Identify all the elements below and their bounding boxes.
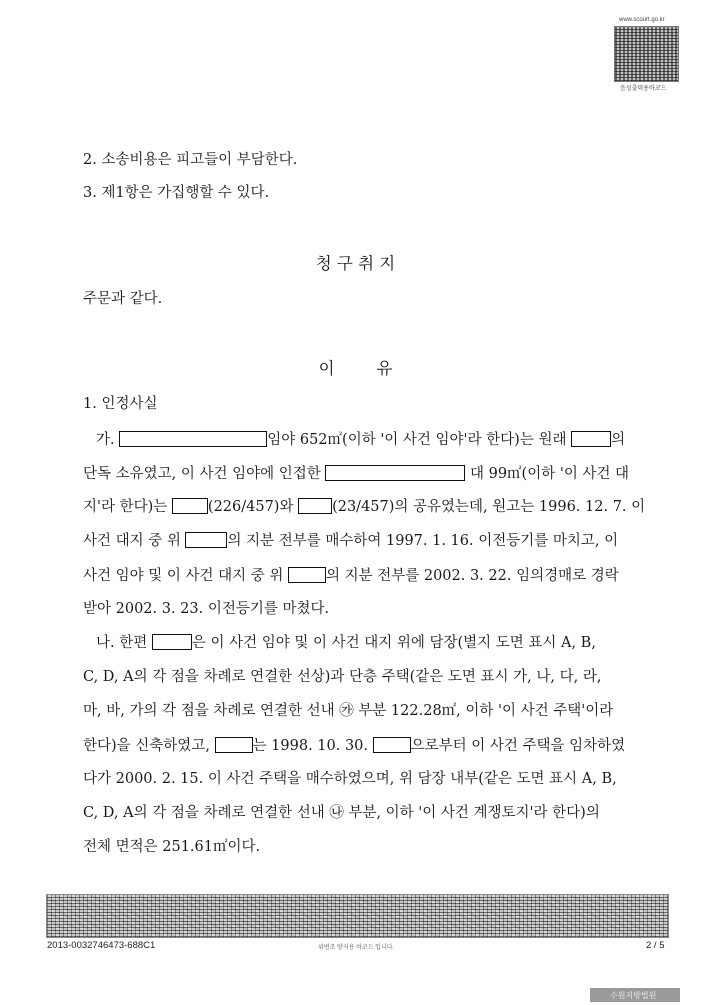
para-ga-line-6: 받아 2002. 3. 23. 이전등기를 마쳤다.: [83, 601, 330, 617]
para-na-line-7: 전체 면적은 251.61㎡이다.: [83, 839, 261, 855]
order-item-3: 3. 제1항은 가집행할 수 있다.: [83, 185, 270, 201]
order-item-2: 2. 소송비용은 피고들이 부담한다.: [83, 152, 298, 168]
redaction-box: [152, 634, 192, 650]
court-band: [590, 988, 680, 1002]
redaction-box: [172, 498, 208, 514]
reason-heading: 이 유: [318, 359, 393, 378]
para-ga-line-1: 가. 임야 652㎡(이하 '이 사건 임야'라 한다)는 원래 의: [96, 432, 626, 448]
redaction-box: [325, 465, 465, 481]
qr-barcode: [614, 26, 679, 82]
para-ga-line-5: 사건 임야 및 이 사건 대지 중 위 의 지분 전부를 2002. 3. 22. 임의경매로 경락: [83, 568, 619, 584]
document-id: 2013-0032746473-688C1: [47, 940, 156, 951]
redaction-box: [298, 498, 332, 514]
para-na-line-1: 나. 한편 은 이 사건 임야 및 이 사건 대지 위에 담장(별지 도면 표시 A, B,: [96, 635, 596, 651]
page-number: 2 / 5: [646, 940, 665, 951]
section-1-title: 1. 인정사실: [83, 396, 158, 412]
barcode-url: www.scourt.go.kr: [619, 17, 665, 23]
court-name: 수원지방법원: [610, 991, 657, 1000]
para-ga-line-3: 지'라 한다)는 (226/457)와 (23/457)의 공유였는데, 원고는 1996. 12. 7. 이: [83, 499, 646, 515]
claim-text: 주문과 같다.: [83, 291, 163, 307]
para-na-line-4: 한다)을 신축하였고, 는 1998. 10. 30. 으로부터 이 사건 주택을 임차하였: [83, 738, 626, 754]
redaction-box: [288, 567, 326, 583]
redaction-box: [373, 737, 411, 753]
barcode-caption: 음성출력용바코드: [620, 86, 667, 92]
para-na-line-5: 다가 2000. 2. 15. 이 사건 주택을 매수하였으며, 위 담장 내부(같은 도면 표시 A, B,: [83, 771, 617, 787]
claim-heading: 청 구 취 지: [315, 254, 396, 273]
para-ga-line-2: 단독 소유였고, 이 사건 임야에 인접한 대 99㎡(이하 '이 사건 대: [83, 466, 630, 482]
barcode-notice: 위변조 방지용 바코드 입니다.: [318, 945, 395, 951]
redaction-box: [119, 431, 267, 447]
redaction-box: [571, 431, 611, 447]
redaction-box: [215, 737, 253, 753]
para-na-line-3: 마, 바, 가의 각 점을 차례로 연결한 선내 ㉮ 부분 122.28㎡, 이하 '이 사건 주택'이라: [83, 703, 614, 719]
para-ga-line-4: 사건 대지 중 위 의 지분 전부를 매수하여 1997. 1. 16. 이전등기를 마치고, 이: [83, 533, 619, 549]
redaction-box: [185, 532, 227, 548]
anti-forgery-barcode: [46, 894, 669, 938]
para-na-line-2: C, D, A의 각 점을 차례로 연결한 선상)과 단층 주택(같은 도면 표시 가, 나, 다, 라,: [83, 669, 602, 685]
para-na-line-6: C, D, A의 각 점을 차례로 연결한 선내 ㉯ 부분, 이하 '이 사건 계쟁토지'라 한다)의: [83, 805, 600, 821]
